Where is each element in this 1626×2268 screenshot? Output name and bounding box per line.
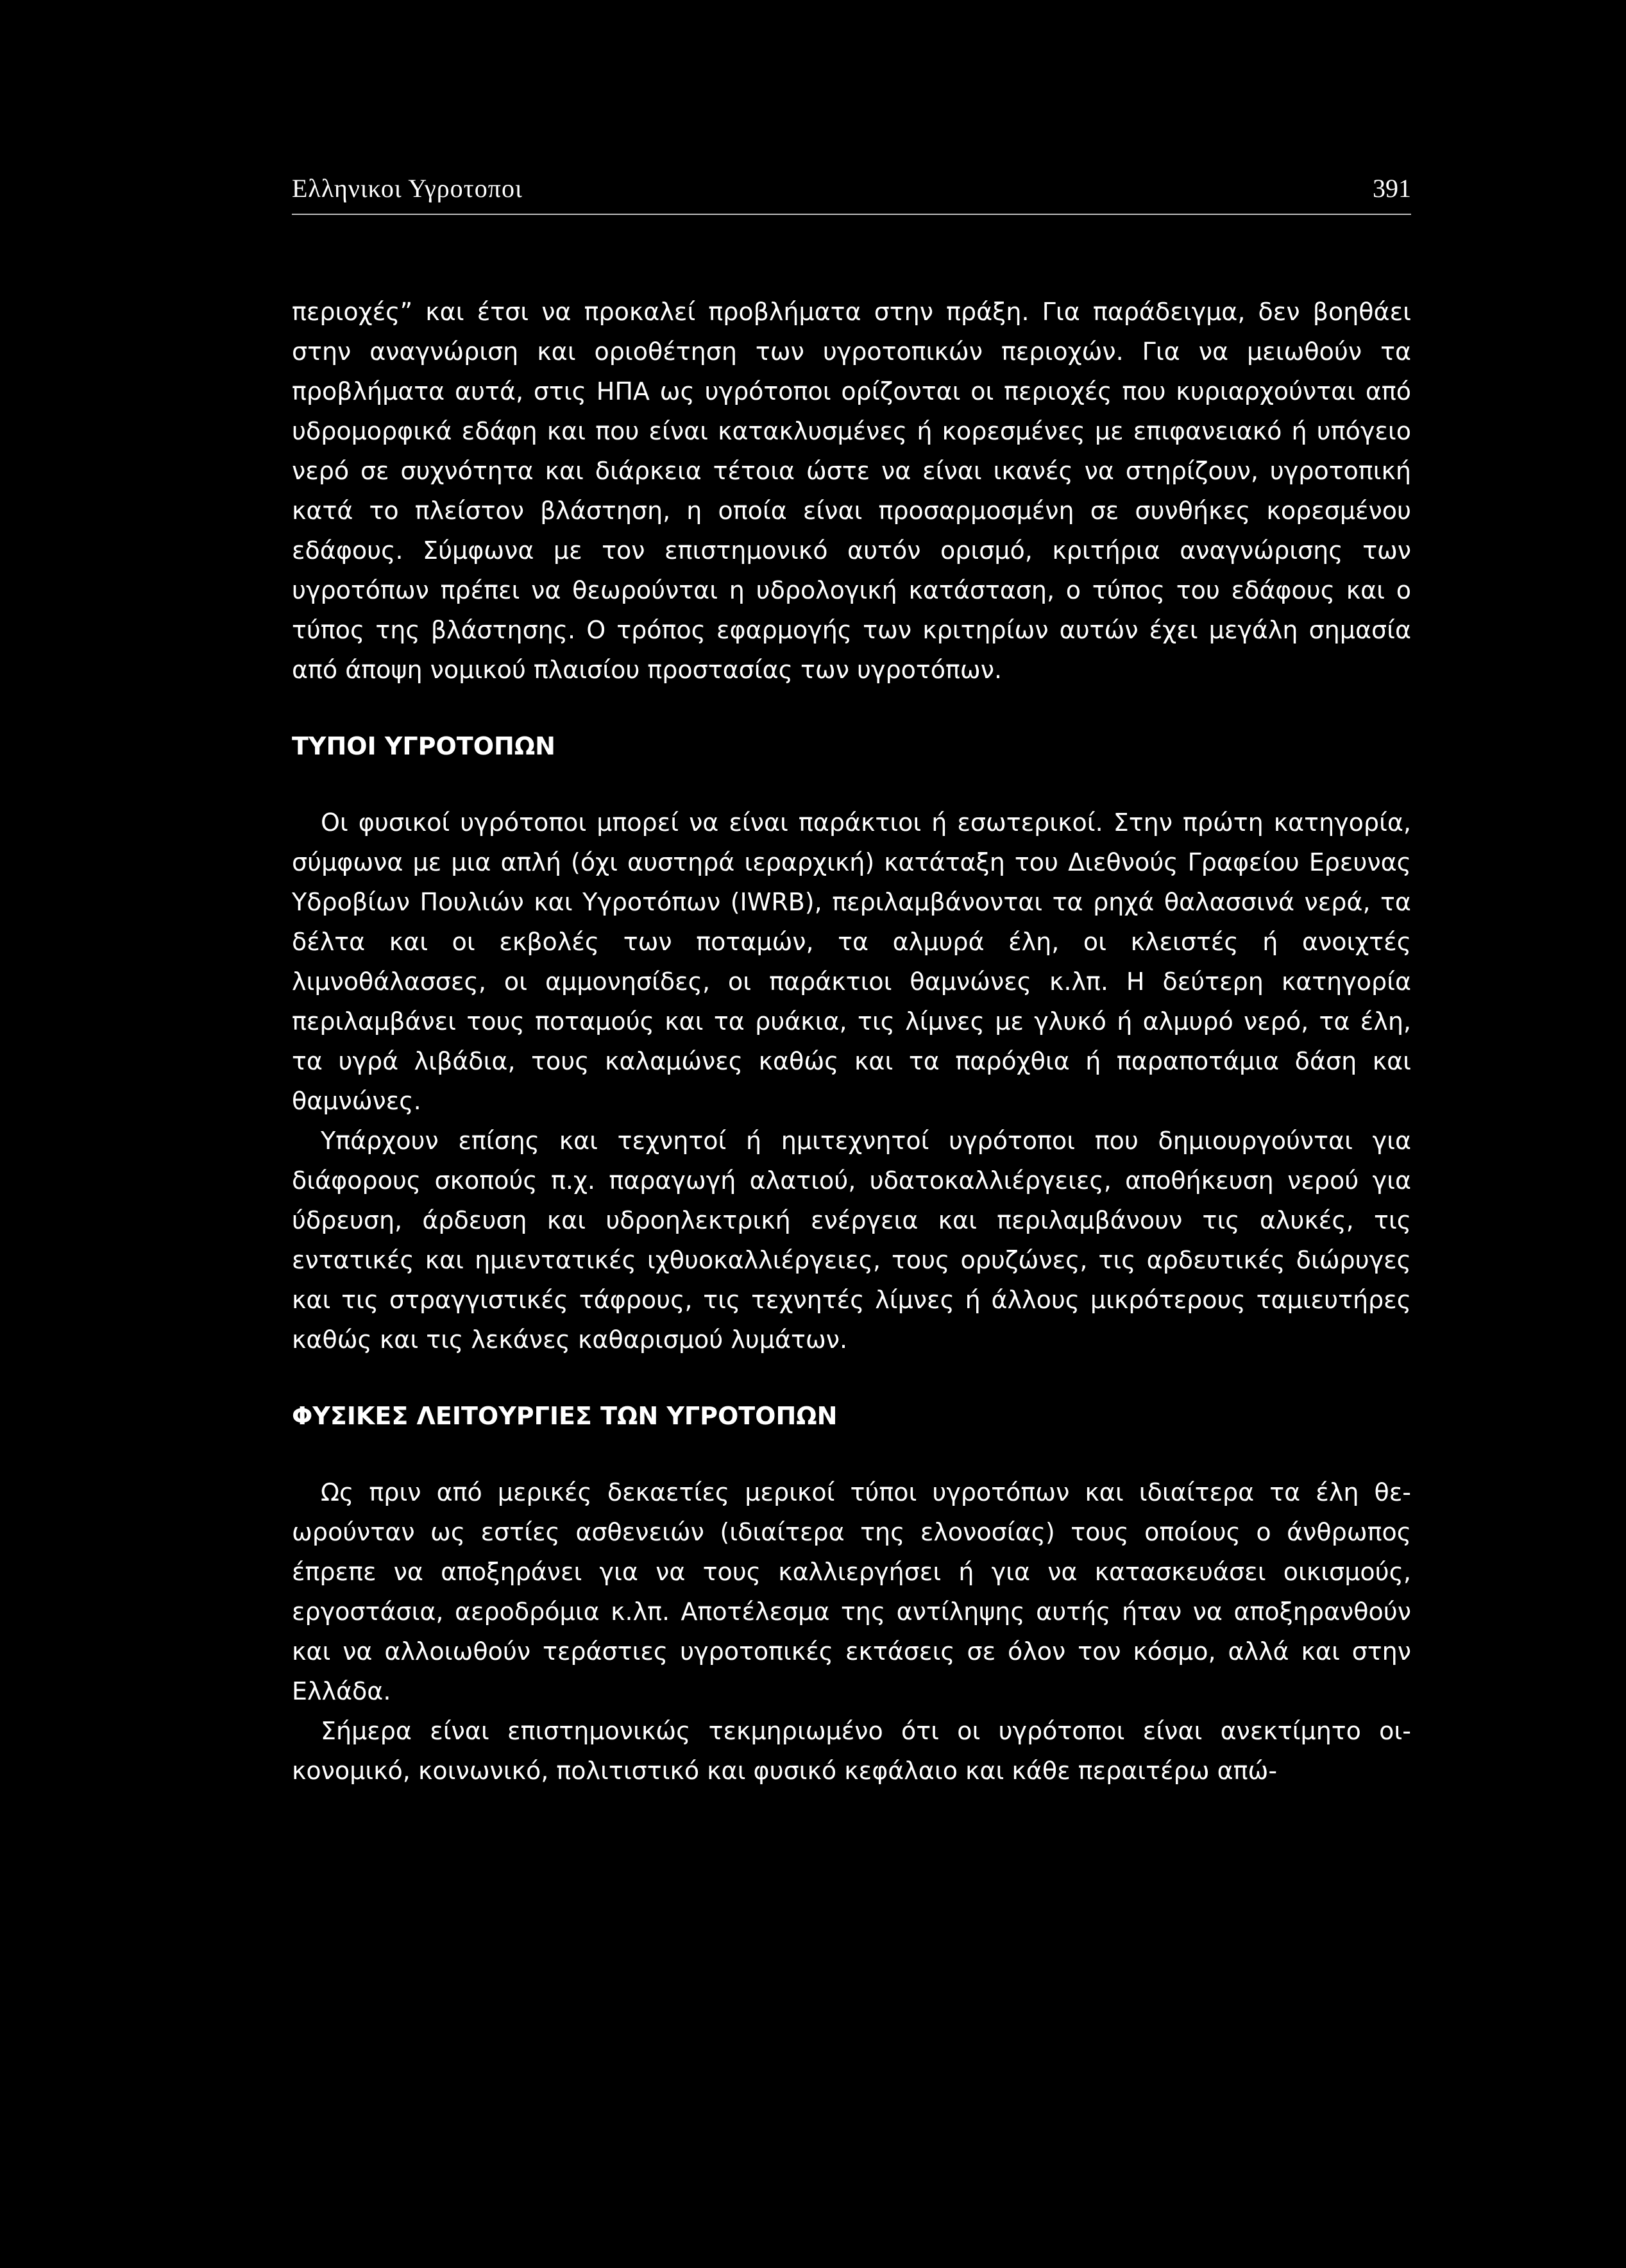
- page-number: 391: [1373, 174, 1411, 203]
- paragraph-natural-wetlands: Οι φυσικοί υγρότοποι μπορεί να είναι παράκτιοι ή εσωτερικοί. Στην πρώτη κατηγορία, σύμφωνα με μια απλή (όχι αυστηρά ιεραρχική) κατάταξη του Διεθνούς Γραφείου Ερευνας Υδροβίων Πουλιών και Υγροτόπων (IWRB), περιλαμβάνονται τα ρηχά θαλασσινά νερά, τα δέλτα και οι εκβολές των ποταμών, τα αλμυρά έλη, οι κλειστές ή ανοιχτές λιμνοθάλασσες, οι αμμονησίδες, οι παράκτιοι θαμνώνες κ.λπ. Η δεύτερη κατηγορία περιλαμβάνει τους ποταμούς και τα ρυάκια, τις λίμνες με γλυκό ή αλμυρό νερό, τα έλη, τα υγρά λιβάδια, τους καλαμώνες καθώς και τα παρόχθια ή παραποτάμια δάση και θαμνώνες.: [292, 808, 1411, 1115]
- paragraph-history: Ως πριν από μερικές δεκαετίες μερικοί τύποι υγροτόπων και ιδιαίτερα τα έλη θεωρούνταν ως εστίες ασθενειών (ιδιαίτερα της ελονοσίας) τους οποίους ο άνθρωπος έπρεπε να αποξηράνει για να τους καλλιεργήσει ή για να κατασκευάσει οικισμούς, εργοστάσια, αεροδρόμια κ.λπ. Αποτέλεσμα της αντίληψης αυτής ήταν να αποξηρανθούν και να αλλοιωθούν τεράστιες υγροτοπικές εκτάσεις σε όλον τον κόσμο, αλλά και στην Ελλάδα.: [292, 1478, 1411, 1705]
- page-body: [292, 292, 1411, 1791]
- running-title: Ελληνικοι Υγροτοποι: [292, 174, 523, 203]
- section-heading-natural-functions: ΦΥΣΙΚΕΣ ΛΕΙΤΟΥΡΓΙΕΣ ΤΩΝ ΥΓΡΟΤΟΠΩΝ: [292, 1402, 838, 1430]
- running-head: [292, 173, 1411, 212]
- section-heading-wetland-types: ΤΥΠΟΙ ΥΓΡΟΤΟΠΩΝ: [292, 732, 555, 760]
- paragraph-artificial-wetlands: Υπάρχουν επίσης και τεχνητοί ή ημιτεχνητοί υγρότοποι που δημιουργούνται για διάφορους σκοπούς π.χ. παραγωγή αλατιού, υδατοκαλλιέργειες, αποθήκευση νερού για ύδρευση, άρδευση και υδροηλεκτρική ενέργεια και περιλαμβάνουν τις αλυκές, τις εντατικές και ημιεντατικές ιχθυοκαλλιέργειες, τους ορυζώνες, τις αρδευτικές διώρυγες και τις στραγγιστικές τάφρους, τις τεχνητές λίμνες ή άλλους μικρότερους ταμιευτήρες καθώς και τις λεκάνες καθαρισμού λυμάτων.: [292, 1127, 1411, 1354]
- header-rule: [292, 214, 1411, 215]
- paragraph-today: Σήμερα είναι επιστημονικώς τεκμηριωμένο ότι οι υγρότοποι είναι ανεκτίμητο οικονομικό, κοινωνικό, πολιτιστικό και φυσικό κεφάλαιο και κάθε περαιτέρω απώ-: [292, 1717, 1411, 1785]
- paragraph-definition: περιοχές” και έτσι να προκαλεί προβλήματα στην πράξη. Για παράδειγμα, δεν βοηθάει στην αναγνώριση και οριοθέτηση των υγροτοπικών περιοχών. Για να μειωθούν τα προβλήματα αυτά, στις ΗΠΑ ως υγρότοποι ορίζονται οι περιοχές που κυριαρχούνται από υδρομορφικά εδάφη και που είναι κατακλυσμένες ή κορεσμένες με επιφανειακό ή υπόγειο νερό σε συχνότητα και διάρκεια τέτοια ώστε να είναι ικανές να στηρίζουν, υγροτοπική κατά το πλείστον βλάστηση, η οποία είναι προσαρμοσμένη σε συνθήκες κορεσμένου εδάφους. Σύμφωνα με τον επιστημονικό αυτόν ορισμό, κριτήρια αναγνώρισης των υγροτόπων πρέπει να θεωρούνται η υδρολογική κατάσταση, ο τύπος του εδάφους και ο τύπος της βλάστησης. Ο τρόπος εφαρμογής των κριτηρίων αυτών έχει μεγάλη σημασία από άποψη νομικού πλαισίου προστασίας των υγροτόπων.: [292, 298, 1411, 684]
